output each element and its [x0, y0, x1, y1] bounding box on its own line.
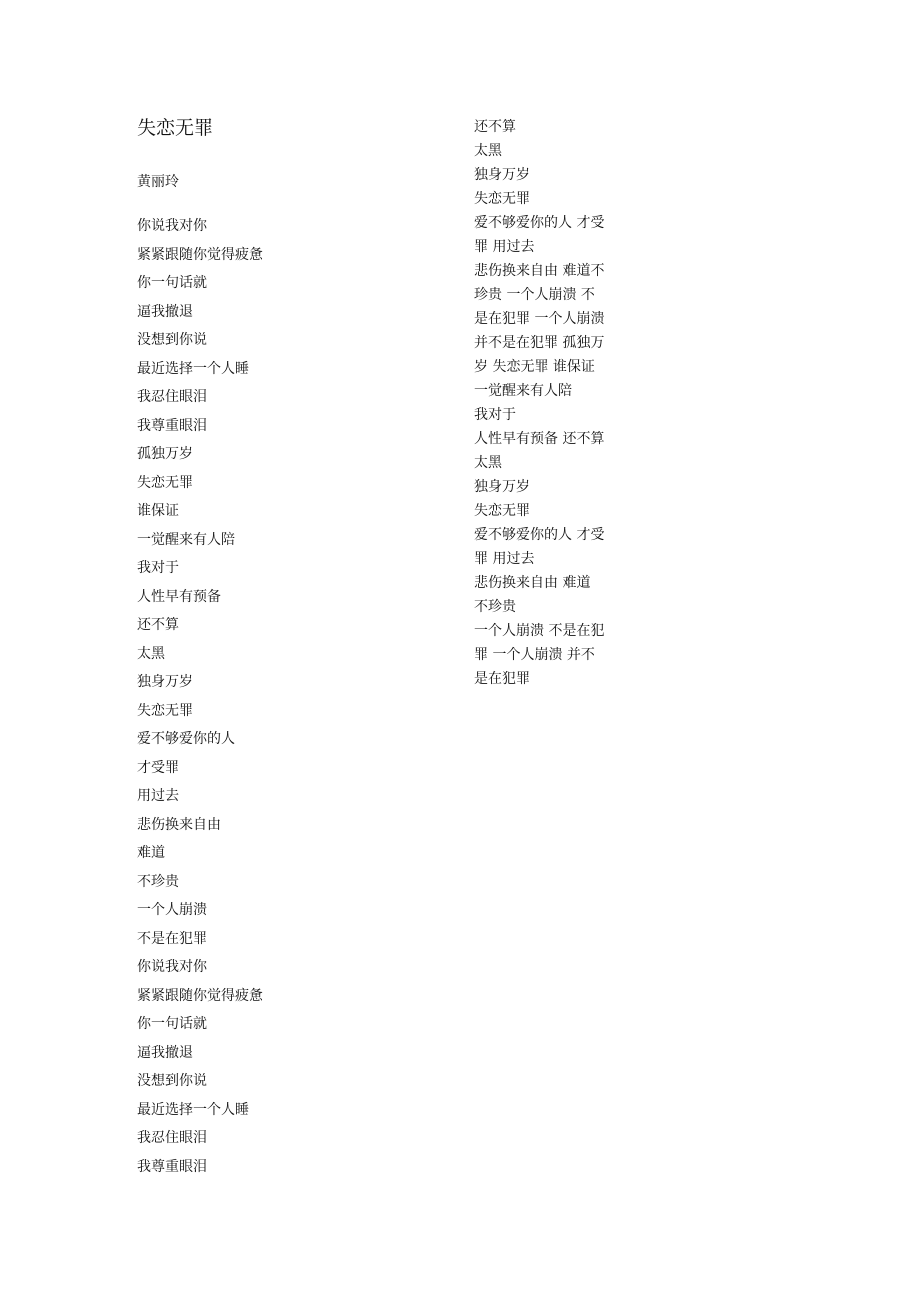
left-lyrics — [137, 212, 437, 1181]
lyric-line: 紧紧跟随你觉得疲惫 — [137, 246, 263, 263]
lyric-line: 逼我撤退 — [137, 303, 193, 320]
lyric-line: 我尊重眼泪 — [137, 417, 207, 434]
lyric-line: 逼我撤退 — [137, 1044, 193, 1061]
lyric-line: 我对于 — [474, 407, 516, 423]
lyric-line: 一个人崩溃 — [137, 902, 207, 918]
lyric-line: 一个人崩溃 不是在犯 — [474, 623, 605, 639]
lyric-line: 一觉醒来有人陪 — [474, 383, 572, 399]
lyric-line: 最近选择一个人睡 — [137, 360, 249, 377]
lyric-line: 失恋无罪 — [137, 702, 193, 719]
lyric-line: 爱不够爱你的人 才受 — [474, 215, 605, 231]
lyric-line: 你说我对你 — [137, 218, 207, 234]
lyric-line: 太黑 — [474, 455, 502, 471]
lyric-line: 罪 用过去 — [474, 551, 535, 567]
left-column — [137, 114, 437, 1181]
lyric-line: 独身万岁 — [474, 479, 530, 495]
lyric-line: 用过去 — [137, 788, 179, 804]
lyric-line: 谁保证 — [137, 503, 179, 519]
lyric-line: 太黑 — [474, 143, 502, 159]
lyric-line: 悲伤换来自由 — [137, 816, 221, 833]
lyric-line: 我忍住眼泪 — [137, 1130, 207, 1146]
lyric-line: 不珍贵 — [474, 599, 516, 615]
lyric-line: 独身万岁 — [474, 167, 530, 183]
lyric-line: 失恋无罪 — [474, 503, 530, 519]
lyric-line: 没想到你说 — [137, 332, 207, 348]
lyric-line: 还不算 — [474, 119, 516, 135]
artist-name: 黄丽玲 — [137, 174, 179, 190]
lyric-line: 人性早有预备 — [137, 588, 221, 605]
lyric-line: 没想到你说 — [137, 1073, 207, 1089]
lyric-line: 孤独万岁 — [137, 446, 193, 462]
lyric-line: 难道 — [137, 845, 165, 861]
lyric-line: 悲伤换来自由 难道 — [474, 575, 591, 591]
lyric-line: 并不是在犯罪 孤独万 — [474, 335, 605, 351]
lyric-line: 你说我对你 — [137, 959, 207, 975]
lyric-line: 是在犯罪 — [474, 671, 530, 687]
lyric-line: 爱不够爱你的人 才受 — [474, 527, 605, 543]
lyric-line: 人性早有预备 还不算 — [474, 431, 605, 447]
lyric-line: 你一句话就 — [137, 1016, 207, 1032]
lyric-line: 一觉醒来有人陪 — [137, 531, 235, 548]
lyric-line: 不珍贵 — [137, 873, 179, 890]
lyric-line: 独身万岁 — [137, 674, 193, 690]
song-title: 失恋无罪 — [137, 117, 214, 139]
lyric-line: 罪 用过去 — [474, 239, 535, 255]
lyric-line: 你一句话就 — [137, 275, 207, 291]
lyric-line: 紧紧跟随你觉得疲惫 — [137, 987, 263, 1004]
lyric-line: 岁 失恋无罪 谁保证 — [474, 359, 595, 375]
lyric-line: 悲伤换来自由 难道不 — [474, 263, 605, 279]
right-column — [474, 115, 624, 691]
lyric-line: 还不算 — [137, 617, 179, 633]
lyric-line: 失恋无罪 — [137, 474, 193, 491]
lyric-line: 珍贵 一个人崩溃 不 — [474, 287, 595, 303]
lyric-line: 爱不够爱你的人 — [137, 731, 235, 747]
lyric-line: 最近选择一个人睡 — [137, 1101, 249, 1118]
lyric-line: 是在犯罪 一个人崩溃 — [474, 311, 605, 327]
lyric-line: 我尊重眼泪 — [137, 1158, 207, 1175]
lyric-line: 不是在犯罪 — [137, 930, 207, 947]
lyric-line: 才受罪 — [137, 759, 179, 776]
lyric-line: 罪 一个人崩溃 并不 — [474, 647, 595, 663]
lyric-line: 太黑 — [137, 645, 165, 662]
lyric-line: 失恋无罪 — [474, 191, 530, 207]
lyric-line: 我对于 — [137, 560, 179, 576]
lyric-line: 我忍住眼泪 — [137, 389, 207, 405]
